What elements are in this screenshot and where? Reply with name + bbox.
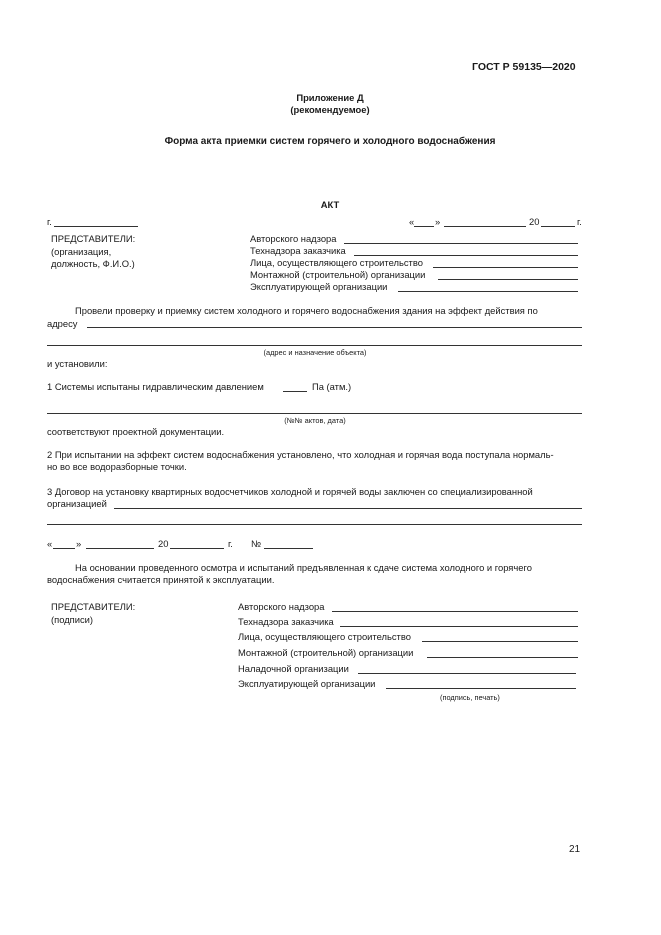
sign-field[interactable]: [358, 673, 576, 674]
reps-sub-2: должность, Ф.И.О.): [51, 258, 135, 269]
item-3-line-2: организацией: [47, 498, 107, 509]
day-field[interactable]: [414, 226, 434, 227]
sign-org-label: Наладочной организации: [238, 663, 349, 674]
year-suffix: г.: [577, 216, 582, 227]
contract-number-label: №: [251, 538, 262, 549]
sign-reps-sub: (подписи): [51, 614, 94, 625]
sign-field[interactable]: [340, 626, 578, 627]
appendix-title: Приложение Д: [296, 92, 364, 103]
standard-number: ГОСТ Р 59135—2020: [472, 61, 576, 73]
address-field-2[interactable]: [47, 345, 582, 346]
item-1-text: 1 Системы испытаны гидравлическим давлением: [47, 381, 264, 392]
sign-field[interactable]: [386, 688, 576, 689]
sign-org-label: Эксплуатирующей организации: [238, 678, 376, 689]
appendix-note: (рекомендуемое): [290, 104, 370, 115]
organization-field-2[interactable]: [47, 524, 582, 525]
contract-number-field[interactable]: [264, 548, 313, 549]
city-prefix: г.: [47, 216, 52, 227]
year-field[interactable]: [541, 226, 575, 227]
intro-line-2: адресу: [47, 318, 78, 329]
org-label: Технадзора заказчика: [250, 245, 346, 256]
date-close-quote: »: [435, 216, 441, 227]
item-3-line-1: 3 Договор на установку квартирных водосчетчиков холодной и горячей воды заключен со специализированной: [47, 486, 533, 497]
form-title: Форма акта приемки систем горячего и холодного водоснабжения: [164, 136, 496, 147]
established-text: и установили:: [47, 358, 108, 369]
org-field[interactable]: [398, 291, 578, 292]
organization-field[interactable]: [114, 508, 582, 509]
contract-g: г.: [228, 538, 233, 549]
address-caption: (адрес и назначение объекта): [263, 348, 367, 357]
sign-field[interactable]: [427, 657, 578, 658]
org-field[interactable]: [438, 279, 578, 280]
pressure-field[interactable]: [283, 391, 307, 392]
year-prefix: 20: [529, 216, 540, 227]
sign-caption: (подпись, печать): [440, 693, 500, 702]
org-label: Монтажной (строительной) организации: [250, 269, 426, 280]
basis-line-1: На основании проведенного осмотра и испытаний предъявленная к сдаче система холодного и горячего: [75, 562, 532, 573]
address-field[interactable]: [87, 327, 582, 328]
sign-field[interactable]: [422, 641, 578, 642]
org-label: Лица, осуществляющего строительство: [250, 257, 423, 268]
act-title: АКТ: [320, 199, 340, 210]
month-field[interactable]: [444, 226, 526, 227]
item-1-unit: Па (атм.): [312, 381, 352, 392]
sign-field[interactable]: [332, 611, 578, 612]
date-open-quote: «: [409, 216, 415, 227]
acts-caption: (№№ актов, дата): [284, 416, 346, 425]
item-2-line-2: но во все водоразборные точки.: [47, 461, 187, 472]
sign-org-label: Технадзора заказчика: [238, 616, 334, 627]
contract-open-quote: «: [47, 538, 53, 549]
contract-day-field[interactable]: [53, 548, 75, 549]
sign-reps-label: ПРЕДСТАВИТЕЛИ:: [51, 601, 136, 612]
item-2-line-1: 2 При испытании на эффект систем водоснабжения установлено, что холодная и горячая вода поступала нормаль-: [47, 449, 554, 460]
org-label: Авторского надзора: [250, 233, 337, 244]
sign-org-label: Авторского надзора: [238, 601, 325, 612]
contract-year-prefix: 20: [158, 538, 169, 549]
intro-line-1: Провели проверку и приемку систем холодного и горячего водоснабжения здания на эффект действия по: [75, 305, 538, 316]
conform-text: соответствуют проектной документации.: [47, 426, 225, 437]
city-field[interactable]: [54, 226, 138, 227]
page-number: 21: [569, 844, 581, 855]
org-field[interactable]: [433, 267, 578, 268]
contract-close-quote: »: [76, 538, 82, 549]
acts-field[interactable]: [47, 413, 582, 414]
basis-line-2: водоснабжения считается принятой к эксплуатации.: [47, 574, 275, 585]
reps-label: ПРЕДСТАВИТЕЛИ:: [51, 233, 136, 244]
org-field[interactable]: [354, 255, 578, 256]
contract-year-field[interactable]: [170, 548, 224, 549]
sign-org-label: Лица, осуществляющего строительство: [238, 631, 411, 642]
contract-month-field[interactable]: [86, 548, 154, 549]
reps-sub-1: (организация,: [51, 246, 112, 257]
org-field[interactable]: [344, 243, 578, 244]
org-label: Эксплуатирующей организации: [250, 281, 388, 292]
sign-org-label: Монтажной (строительной) организации: [238, 647, 414, 658]
